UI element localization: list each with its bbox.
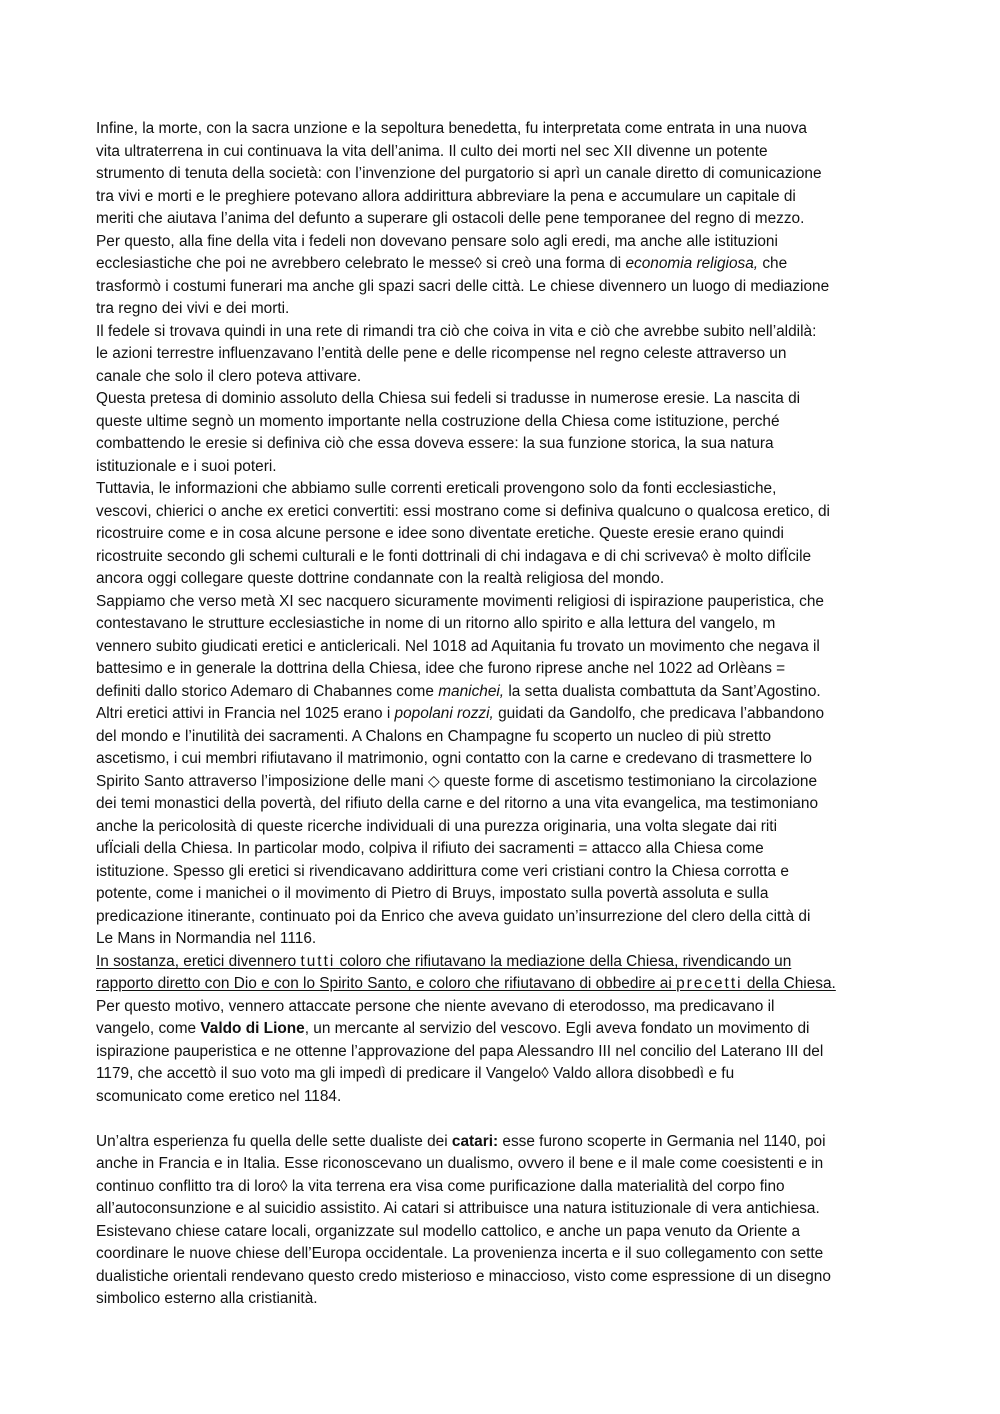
text-line	[96, 1176, 908, 1199]
text-line	[96, 1063, 908, 1086]
text-line	[96, 703, 908, 726]
text-run: tra regno dei vivi e dei morti.	[96, 300, 290, 317]
text-run: Sappiamo che verso metà XI sec nacquero sicuramente movimenti religiosi di ispirazione pauperistica, che	[96, 592, 824, 610]
text-line	[96, 118, 908, 141]
text-line	[96, 748, 908, 771]
text-line	[96, 546, 908, 569]
text-line	[96, 613, 908, 636]
text-run: contestavano le strutture ecclesiastiche in nome di un ritorno allo spirito e alla lettura del vangelo, m	[96, 615, 776, 632]
paragraph	[96, 478, 908, 591]
text-line	[96, 1198, 908, 1221]
text-line	[96, 861, 908, 884]
text-run: trasformò i costumi funerari ma anche gli spazi sacri delle città. Le chiese divennero un luogo di mediazione	[96, 277, 830, 295]
text-run: Per questo motivo, vennero attaccate persone che niente avevano di eterodosso, ma predicavano il	[96, 997, 775, 1015]
text-run: ricostruite secondo gli schemi culturali e le fonti dottrinali di chi indagava e di chi scriveva◊ è molto difÏcile	[96, 547, 812, 565]
paragraph	[96, 1131, 908, 1311]
text-line	[96, 726, 908, 749]
text-run: , un mercante al servizio del vescovo. Egli aveva fondato un movimento di	[304, 1020, 810, 1037]
text-line	[96, 1041, 908, 1064]
text-line	[96, 1131, 908, 1154]
text-run: all’autoconsunzione e al suicidio assistito. Ai catari si attribuisce una natura istituzionale di vera antichiesa.	[96, 1200, 820, 1217]
italic-text: economia religiosa,	[625, 255, 759, 272]
text-run: ancora oggi collegare queste dottrine condannate con la realtà religiosa del mondo.	[96, 570, 665, 587]
text-run: meriti che aiutava l’anima del defunto a superare gli ostacoli delle pene temporanee del regno di mezzo.	[96, 210, 805, 227]
text-line	[96, 1153, 908, 1176]
text-line	[96, 366, 908, 389]
text-run: anche la pericolosità di queste ricerche individuali di una purezza originaria, una volta slegate dai riti	[96, 817, 778, 835]
italic-text: manichei,	[438, 682, 505, 700]
text-run: ricostruire come e in cosa alcune persone e idee sono diventate eretiche. Queste eresie erano quindi	[96, 525, 784, 542]
text-line	[96, 568, 908, 591]
text-line	[96, 658, 908, 681]
blank-line	[96, 1108, 908, 1131]
text-run: che	[758, 255, 788, 272]
text-line	[96, 186, 908, 209]
paragraph	[96, 951, 908, 996]
text-line	[96, 973, 908, 996]
text-line	[96, 771, 908, 794]
text-line	[96, 276, 908, 299]
text-run: 1179, che accettò il suo voto ma gli impedì di predicare il Vangelo◊ Valdo allora disobbedì e fu	[96, 1065, 735, 1082]
text-line	[96, 523, 908, 546]
text-run: scomunicato come eretico nel 1184.	[96, 1087, 342, 1105]
text-line	[96, 996, 908, 1019]
text-run: Altri eretici attivi in Francia nel 1025 erano i	[96, 705, 395, 722]
underlined-text: della Chiesa.	[742, 975, 836, 992]
text-line	[96, 253, 908, 276]
text-run: dualistiche orientali rendevano questo credo misterioso e minaccioso, visto come espressione di un disegno	[96, 1267, 831, 1285]
paragraph	[96, 321, 908, 389]
text-line	[96, 883, 908, 906]
paragraph	[96, 996, 908, 1109]
text-line	[96, 1266, 908, 1289]
underlined-text: coloro che rifiutavano la mediazione della Chiesa, rivendicando un	[335, 952, 792, 970]
underlined-text: precetti	[676, 975, 743, 992]
text-run: vennero subito giudicati eretici e anticlericali. Nel 1018 ad Aquitania fu trovato un movimento che negava il	[96, 637, 820, 655]
text-run: vangelo, come	[96, 1020, 201, 1037]
document-page	[96, 118, 908, 1311]
text-line	[96, 231, 908, 254]
underlined-text: In sostanza, eretici divennero	[96, 952, 301, 970]
text-line	[96, 951, 908, 974]
italic-text: popolani rozzi,	[394, 705, 494, 722]
text-line	[96, 591, 908, 614]
text-line	[96, 478, 908, 501]
bold-text: catari:	[451, 1132, 499, 1150]
text-run: queste ultime segnò un momento importante nella costruzione della Chiesa come istituzione, perché	[96, 412, 780, 430]
text-run: istituzionale e i suoi poteri.	[96, 457, 277, 475]
text-run: strumento di tenuta della società: con l’invenzione del purgatorio si aprì un canale diretto di comunicazione	[96, 165, 822, 182]
text-line	[96, 928, 908, 951]
text-line	[96, 411, 908, 434]
text-line	[96, 163, 908, 186]
text-run: Il fedele si trovava quindi in una rete di rimandi tra ciò che coiva in vita e ciò che avrebbe subito nell’aldilà:	[96, 322, 817, 340]
paragraph	[96, 591, 908, 951]
text-run: del mondo e l’inutilità dei sacramenti. A Chalons en Champagne fu scoperto un nucleo di più stretto	[96, 727, 772, 745]
text-run: simbolico esterno alla cristianità.	[96, 1290, 318, 1307]
text-run: le azioni terrestre influenzavano l’entità delle pene e delle ricompense nel regno celeste attraverso un	[96, 345, 787, 362]
text-line	[96, 456, 908, 479]
underlined-text: tutti	[300, 952, 336, 970]
text-line	[96, 1243, 908, 1266]
text-run: coordinare le nuove chiese dell’Europa occidentale. La provenienza incerta e il suo collegamento con sette	[96, 1245, 824, 1262]
text-run: battesimo e in generale la dottrina della Chiesa, idee che furono riprese anche nel 1022 ad Orlèans =	[96, 660, 786, 677]
text-run: ecclesiastiche che poi ne avrebbero celebrato le messe◊ si creò una forma di	[96, 255, 626, 272]
text-run: Esistevano chiese catare locali, organizzate sul modello cattolico, e anche un papa venuto da Oriente a	[96, 1222, 801, 1240]
text-line	[96, 343, 908, 366]
text-line	[96, 816, 908, 839]
text-run: vescovi, chierici o anche ex eretici convertiti: essi mostrano come si definiva qualcuno o qualcosa eretico, di	[96, 502, 830, 520]
text-run: Le Mans in Normandia nel 1116.	[96, 930, 317, 947]
text-run: vita ultraterrena in cui continuava la vita dell’anima. Il culto dei morti nel sec XII divenne un potente	[96, 142, 768, 160]
text-line	[96, 321, 908, 344]
text-line	[96, 433, 908, 456]
text-line	[96, 298, 908, 321]
text-line	[96, 636, 908, 659]
text-run: ispirazione pauperistica e ne ottenne l’approvazione del papa Alessandro III nel concilio del Laterano III del	[96, 1042, 824, 1060]
text-line	[96, 1221, 908, 1244]
text-run: tra vivi e morti e le preghiere potevano allora addirittura abbreviare la pena e accumulare un capitale di	[96, 187, 796, 205]
text-line	[96, 906, 908, 929]
text-run: Spirito Santo attraverso l’imposizione delle mani ◇ queste forme di ascetismo testimoniano la circolazione	[96, 772, 818, 790]
text-run: ascetismo, i cui membri rifiutavano il matrimonio, ogni contatto con la carne e credevano di trasmettere lo	[96, 750, 812, 767]
text-line	[96, 681, 908, 704]
text-run: combattendo le eresie si definiva ciò che essa doveva essere: la sua funzione storica, la sua natura	[96, 435, 774, 452]
text-run: Per questo, alla fine della vita i fedeli non dovevano pensare solo agli eredi, ma anche alle istituzioni	[96, 232, 778, 250]
text-run: ufÏciali della Chiesa. In particolar modo, colpiva il rifiuto dei sacramenti = attacco alla Chiesa come	[96, 840, 764, 857]
text-run: definiti dallo storico Ademaro di Chabannes come	[96, 682, 439, 700]
underlined-text: rapporto diretto con Dio e con lo Spirito Santo, e coloro che rifiutavano di obbedire ai	[96, 975, 677, 992]
paragraph	[96, 118, 908, 321]
text-line	[96, 793, 908, 816]
text-line	[96, 388, 908, 411]
text-run: anche in Francia e in Italia. Esse riconoscevano un dualismo, ovvero il bene e il male come coesistenti e in	[96, 1155, 824, 1172]
text-line	[96, 208, 908, 231]
bold-text: Valdo di Lione	[200, 1020, 305, 1037]
text-run: canale che solo il clero poteva attivare.	[96, 367, 362, 385]
text-line	[96, 1288, 908, 1311]
text-run: Infine, la morte, con la sacra unzione e la sepoltura benedetta, fu interpretata come entrata in una nuova	[96, 120, 807, 137]
text-line	[96, 501, 908, 524]
text-line	[96, 141, 908, 164]
text-line	[96, 1086, 908, 1109]
text-run: continuo conflitto tra di loro◊ la vita terrena era visa come purificazione dalla materialità del corpo fino	[96, 1177, 785, 1195]
text-run: potente, come i manichei o il movimento di Pietro di Bruys, impostato sulla povertà assoluta e sulla	[96, 885, 769, 902]
text-line	[96, 1018, 908, 1041]
text-run: guidati da Gandolfo, che predicava l’abbandono	[493, 705, 825, 722]
text-run: dei temi monastici della povertà, del rifiuto della carne e del ritorno a una vita evangelica, ma testimoniano	[96, 795, 819, 812]
text-run: istituzione. Spesso gli eretici si rivendicavano addirittura come veri cristiani contro la Chiesa corrotta e	[96, 862, 789, 880]
text-run: la setta dualista combattuta da Sant’Agostino.	[504, 682, 821, 700]
text-line	[96, 838, 908, 861]
text-run: predicazione itinerante, continuato poi da Enrico che aveva guidato un’insurrezione del clero della città di	[96, 907, 811, 925]
text-run: esse furono scoperte in Germania nel 1140, poi	[498, 1132, 826, 1150]
text-run: Questa pretesa di dominio assoluto della Chiesa sui fedeli si tradusse in numerose eresie. La nascita di	[96, 390, 801, 407]
paragraph	[96, 388, 908, 478]
text-run: Un’altra esperienza fu quella delle sette dualiste dei	[96, 1132, 452, 1150]
text-run: Tuttavia, le informazioni che abbiamo sulle correnti ereticali provengono solo da fonti ecclesiastiche,	[96, 480, 777, 497]
